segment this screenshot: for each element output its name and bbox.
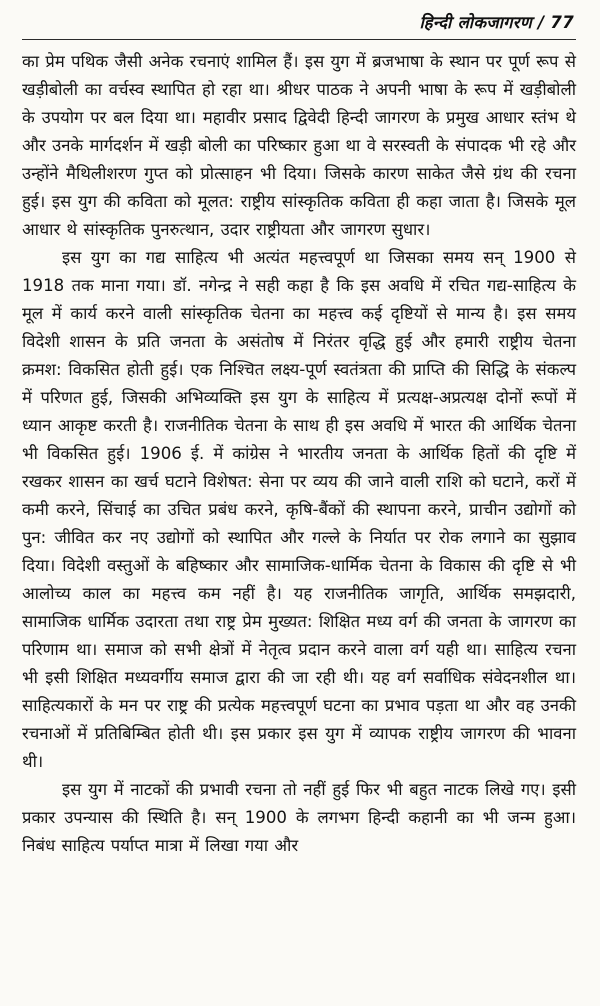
header-title: हिन्दी लोकजागरण / 77	[419, 13, 574, 32]
page-body	[22, 48, 576, 860]
page-header	[22, 8, 576, 39]
paragraph: इस युग में नाटकों की प्रभावी रचना तो नहीं हुई फिर भी बहुत नाटक लिखे गए। इसी प्रकार उपन्यास की स्थिति है। सन् 1900 के लगभग हिन्दी कहानी का भी जन्म हुआ। निबंध साहित्य पर्याप्त मात्रा में लिखा गया और	[22, 780, 576, 855]
paragraph: का प्रेम पथिक जैसी अनेक रचनाएं शामिल हैं। इस युग में ब्रजभाषा के स्थान पर पूर्ण रूप से खड़ीबोली का वर्चस्व स्थापित हो रहा था। श्रीधर पाठक ने अपनी भाषा के रूप में खड़ीबोली के उपयोग पर बल दिया था। महावीर प्रसाद द्विवेदी हिन्दी जागरण के प्रमुख आधार स्तंभ थे और उनके मार्गदर्शन में खड़ी बोली का परिष्कार हुआ था वे सरस्वती के संपादक भी रहे और उन्होंने मैथिलीशरण गुप्त को प्रोत्साहन भी दिया। जिसके कारण साकेत जैसे ग्रंथ की रचना हुई। इस युग की कविता को मूलत: राष्ट्रीय सांस्कृतिक कविता ही कहा जाता है। जिसके मूल आधार थे सांस्कृतिक पुनरुत्थान, उदार राष्ट्रीयता और जागरण सुधार।	[22, 52, 576, 239]
paragraph: इस युग का गद्य साहित्य भी अत्यंत महत्त्वपूर्ण था जिसका समय सन् 1900 से 1918 तक माना गया। डॉ. नगेन्द्र ने सही कहा है कि इस अवधि में रचित गद्य-साहित्य के मूल में कार्य करने वाली सांस्कृतिक चेतना का महत्त्व कई दृष्टियों से मान्य है। इस समय विदेशी शासन के प्रति जनता के असंतोष में निरंतर वृद्धि हुई और हमारी राष्ट्रीय चेतना क्रमश: विकसित होती हुई। एक निश्चित लक्ष्य-पूर्ण स्वतंत्रता की प्राप्ति की सिद्धि के संकल्प में परिणत हुई, जिसकी अभिव्यक्ति इस युग के साहित्य में प्रत्यक्ष-अप्रत्यक्ष दोनों रूपों में ध्यान आकृष्ट करती है। राजनीतिक चेतना के साथ ही इस अवधि में भारत की आर्थिक चेतना भी विकसित हुई। 1906 ई. में कांग्रेस ने भारतीय जनता के आर्थिक हितों की दृष्टि में रखकर शासन का खर्च घटाने विशेषत: सेना पर व्यय की जाने वाली राशि को घटाने, करों में कमी करने, सिंचाई का उचित प्रबंध करने, कृषि-बैंकों की स्थापना करने, प्राचीन उद्योगों को पुन: जीवित कर नए उद्योगों को स्थापित और गल्ले के निर्यात पर रोक लगाने का सुझाव दिया। विदेशी वस्तुओं के बहिष्कार और सामाजिक-धार्मिक चेतना के विकास की दृष्टि से भी आलोच्य काल का महत्त्व कम नहीं है। यह राजनीतिक जागृति, आर्थिक समझदारी, सामाजिक धार्मिक उदारता तथा राष्ट्र प्रेम मुख्यत: शिक्षित मध्य वर्ग की जनता के जागरण का परिणाम था। समाज को सभी क्षेत्रों में नेतृत्व प्रदान करने वाला वर्ग यही था। साहित्य रचना भी इसी शिक्षित मध्यवर्गीय समाज द्वारा की जा रही थी। यह वर्ग सर्वाधिक संवेदनशील था। साहित्यकारों के मन पर राष्ट्र की प्रत्येक महत्त्वपूर्ण घटना का प्रभाव पड़ता था और वह उनकी रचनाओं में प्रतिबिम्बित होती थी। इस प्रकार इस युग में व्यापक राष्ट्रीय जागरण की भावना थी।	[22, 248, 576, 771]
header-rule	[22, 39, 576, 40]
